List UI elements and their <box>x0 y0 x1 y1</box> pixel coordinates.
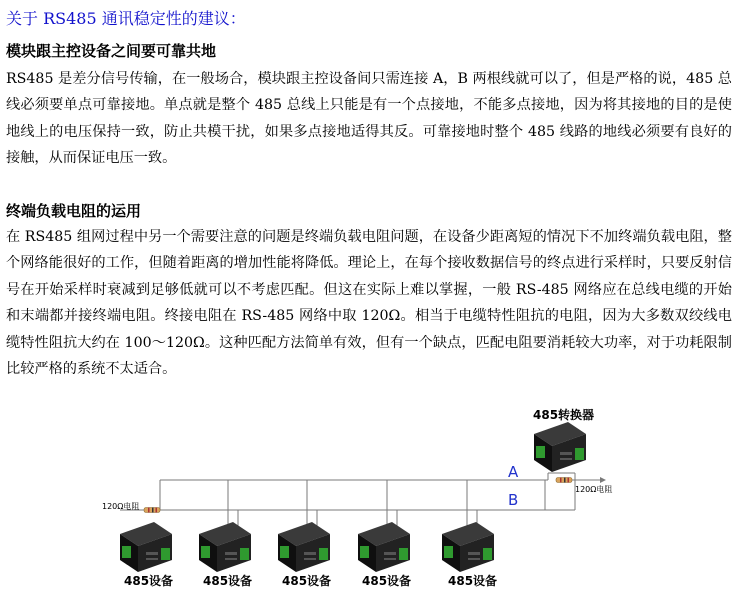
resistor-right-label: 120Ω电阻 <box>575 485 613 494</box>
device-icon <box>358 522 410 572</box>
converter-device-icon <box>534 422 586 472</box>
device-label: 485设备 <box>282 574 332 588</box>
line-b-label: B <box>508 491 519 509</box>
section-heading-termination: 终端负载电阻的运用 <box>6 202 142 220</box>
device-icon <box>278 522 330 572</box>
line-a-label: A <box>508 463 519 481</box>
resistor-left-label: 120Ω电阻 <box>102 502 140 511</box>
device-label: 485设备 <box>448 574 498 588</box>
paragraph-grounding: RS485 是差分信号传输，在一般场合，模块跟主控设备间只需连接 A，B 两根线就可以了，但是严格的说，485 总线必须要单点可靠接地。单点就是整个 485 总线上只能是有一个点接地，不能多点接地，因为将其接地的目的是使地线上的电压保持一致，防止共模干扰，如果多点接地适得其反。可靠接地时整个 485 线路的地线必须要有良好的接触，从而保证电压一致。 <box>6 71 732 167</box>
termination-resistor-right <box>556 478 572 483</box>
page-title: 关于 RS485 通讯稳定性的建议： <box>6 9 246 28</box>
device-icon <box>199 522 251 572</box>
termination-resistor-left <box>144 508 160 513</box>
device-icon <box>120 522 172 572</box>
converter-label: 485转换器 <box>533 408 595 422</box>
device-label: 485设备 <box>203 574 253 588</box>
device-label: 485设备 <box>124 574 174 588</box>
paragraph-termination: 在 RS485 组网过程中另一个需要注意的问题是终端负载电阻问题，在设备少距离短的情况下不加终端负载电阻，整个网络能很好的工作，但随着距离的增加性能将降低。理论上，在每个接收数据信号的终点进行采样时，只要反射信号在开始采样时衰减到足够低就可以不考虑匹配。但这在实际上难以掌握，一般 RS-485 网络应在总线电缆的开始和末端都并接终端电阻。终接电阻在 RS-485 网络中取 120Ω。相当于电缆特性阻抗的电阻，因为大多数双绞线电缆特性阻抗大约在 100～120Ω。这种匹配方法简单有效，但有一个缺点，匹配电阻要消耗较大功率，对于功耗限制比较严格的系统不太适合。 <box>6 229 732 378</box>
device-label: 485设备 <box>362 574 412 588</box>
section-heading-grounding: 模块跟主控设备之间要可靠共地 <box>6 42 217 60</box>
device-icon <box>442 522 494 572</box>
device-drop-lines <box>228 480 545 530</box>
